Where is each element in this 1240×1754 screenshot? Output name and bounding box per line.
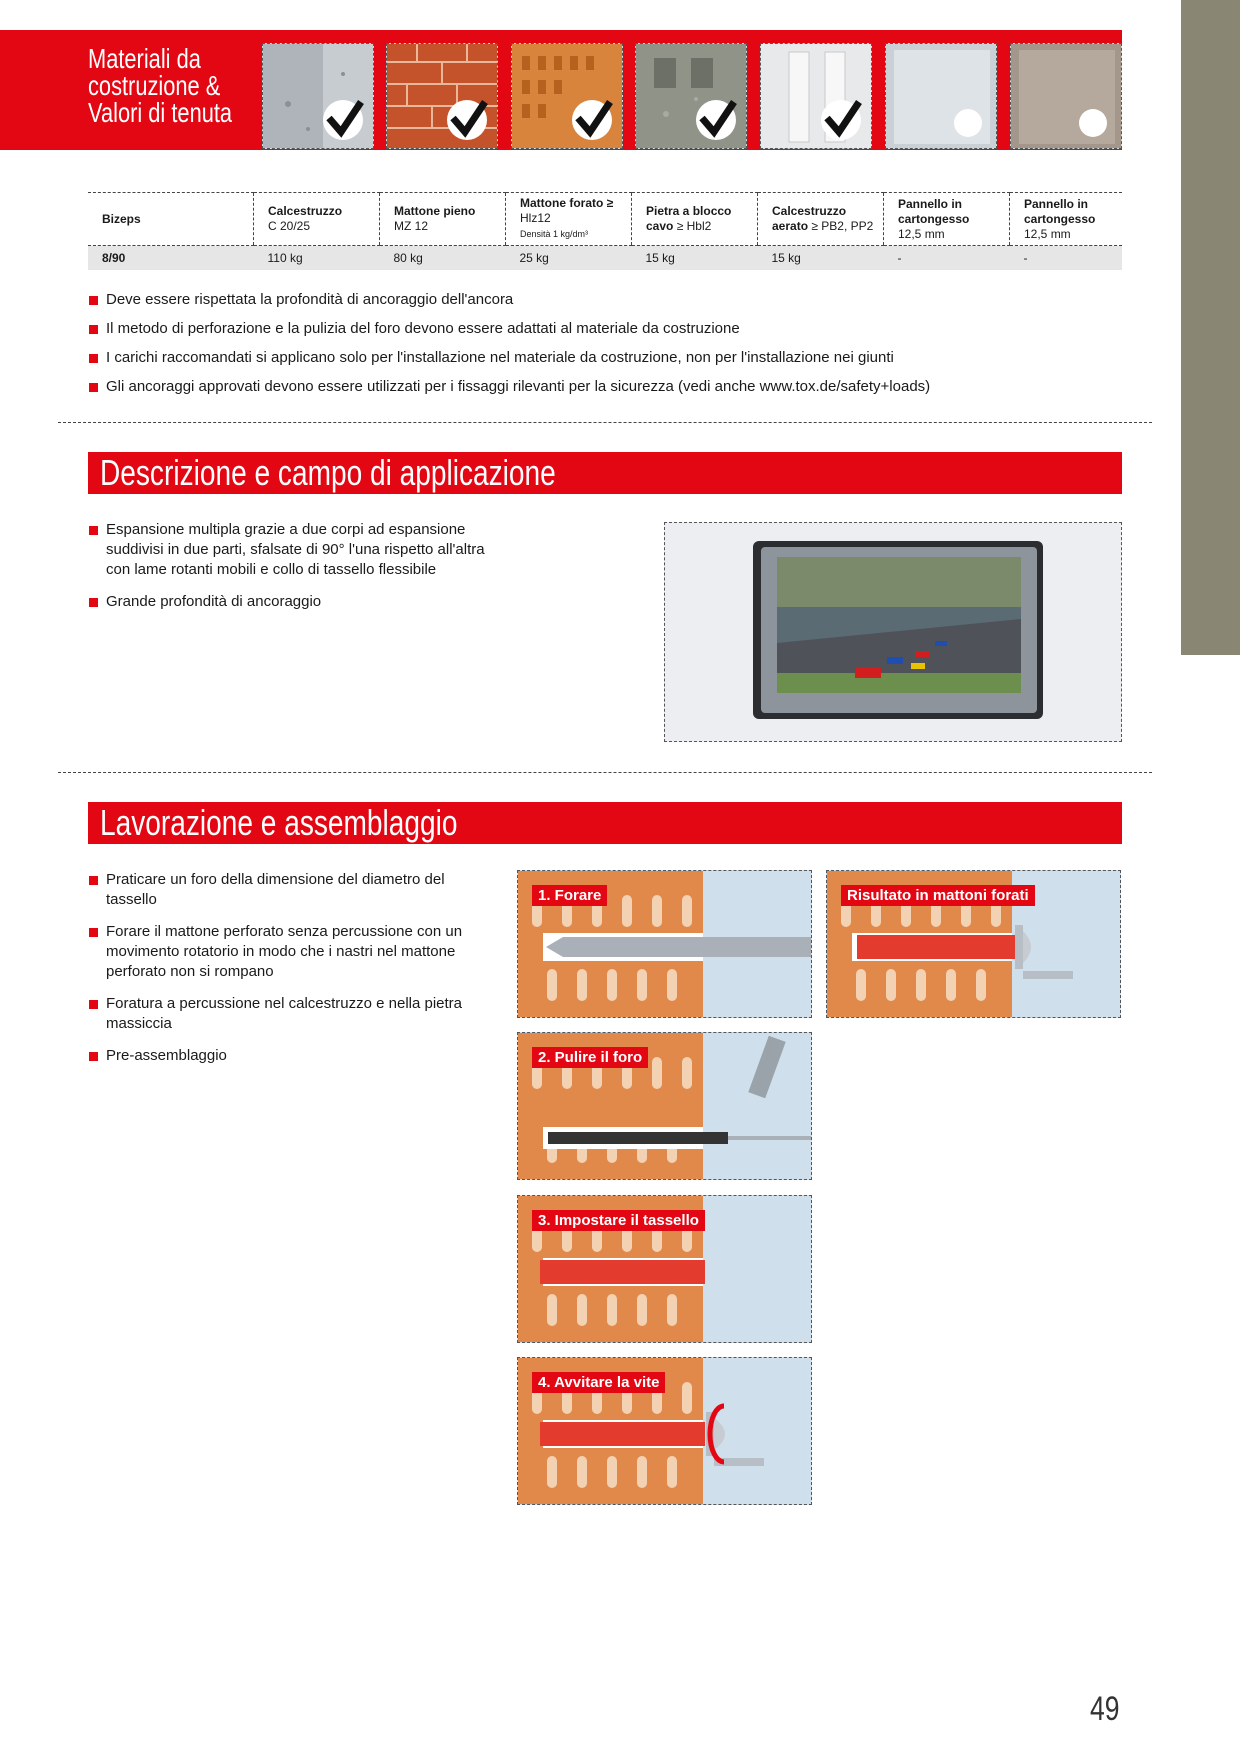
list-item: I carichi raccomandati si applicano solo per l'installazione nel materiale da costruzione, non per l'installazione nei giunti [88, 348, 1118, 368]
tile-calcestruzzo-aerato [760, 43, 872, 149]
step-label: 4. Avvitare la vite [532, 1372, 665, 1393]
tile-mattone-forato [511, 43, 623, 149]
dot-icon [954, 109, 982, 137]
list-item: Grande profondità di ancoraggio [88, 592, 508, 612]
notes-list [88, 290, 1118, 397]
check-icon [696, 100, 736, 140]
divider [58, 422, 1152, 423]
step-label: Risultato in mattoni forati [841, 885, 1035, 906]
list-item: Espansione multipla grazie a due corpi ad espansione suddivisi in due parti, sfalsate di 90° l'una rispetto all'altra con lame rotanti mobili e collo di tassello flessibile [88, 520, 508, 580]
materials-title: Materiali da costruzione & Valori di tenuta [88, 43, 233, 128]
step-drill [517, 870, 812, 1018]
assembly-list [88, 870, 488, 1066]
table-row: 8/90 110 kg 80 kg 25 kg 15 kg 15 kg - - [88, 246, 1122, 271]
list-item: Gli ancoraggi approvati devono essere utilizzati per i fissaggi rilevanti per la sicurezza (vedi anche www.tox.de/safety+loads) [88, 377, 1118, 397]
check-icon [323, 100, 363, 140]
step-screw [517, 1357, 812, 1505]
page-number: 49 [1090, 1690, 1120, 1728]
check-icon [821, 100, 861, 140]
tile-cartongesso [885, 43, 997, 149]
tile-pannello [1010, 43, 1122, 149]
table-header-row: Bizeps Calcestruzzo C 20/25 Mattone pieno MZ 12 Mattone forato ≥ Hlz12 Densità 1 kg/dm³ Pietra a blocco cavo ≥ Hbl2 Calcestruzzo aerato ≥ PB2, PP2 Pannello in cartongesso 12,5 mm Pannello in cartongesso 12,5 mm [88, 193, 1122, 246]
step-clean [517, 1032, 812, 1180]
loads-table [88, 192, 1122, 270]
tile-calcestruzzo [262, 43, 374, 149]
step-label: 2. Pulire il foro [532, 1047, 648, 1068]
tv-wall-photo [664, 522, 1122, 742]
list-item: Il metodo di perforazione e la pulizia del foro devono essere adattati al materiale da costruzione [88, 319, 1118, 339]
tile-pietra-blocco [635, 43, 747, 149]
dot-icon [1079, 109, 1107, 137]
step-label: 1. Forare [532, 885, 607, 906]
list-item: Foratura a percussione nel calcestruzzo e nella pietra massiccia [88, 994, 488, 1034]
step-result [826, 870, 1121, 1018]
description-title: Descrizione e campo di applicazione [88, 452, 1122, 494]
list-item: Praticare un foro della dimensione del diametro del tassello [88, 870, 488, 910]
check-icon [447, 100, 487, 140]
check-icon [572, 100, 612, 140]
step-label: 3. Impostare il tassello [532, 1210, 705, 1231]
side-tab [1181, 0, 1240, 655]
assembly-title: Lavorazione e assemblaggio [88, 802, 1122, 844]
list-item: Pre-assemblaggio [88, 1046, 488, 1066]
list-item: Deve essere rispettata la profondità di ancoraggio dell'ancora [88, 290, 1118, 310]
tile-mattone-pieno [386, 43, 498, 149]
description-list [88, 520, 508, 612]
divider [58, 772, 1152, 773]
list-item: Forare il mattone perforato senza percussione con un movimento rotatorio in modo che i nastri nel mattone perforato non si rompano [88, 922, 488, 982]
step-set-anchor [517, 1195, 812, 1343]
